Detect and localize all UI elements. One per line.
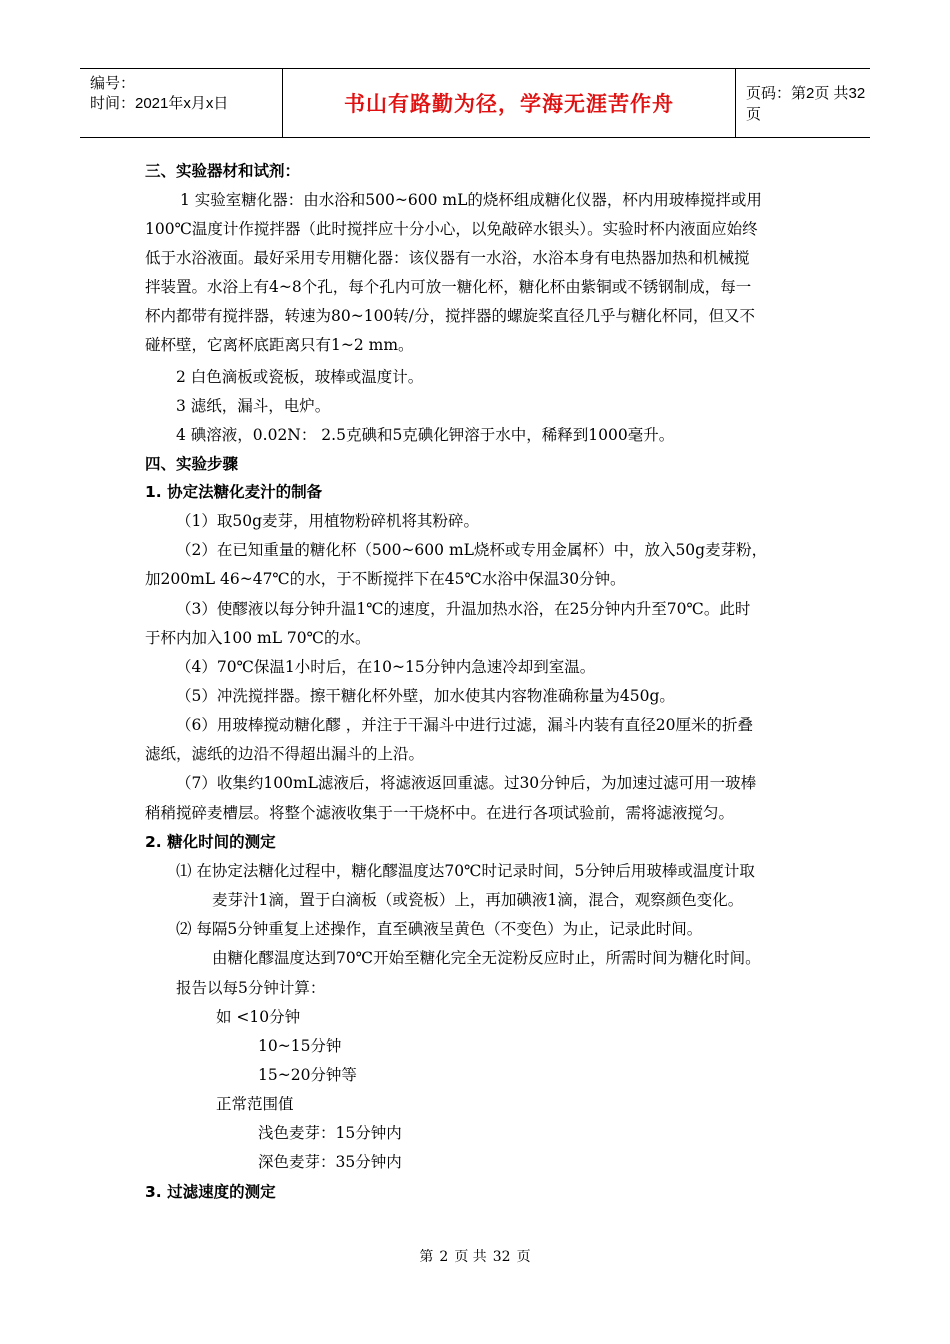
section-heading: 四、实验步骤 <box>145 455 239 473</box>
time-line: 时间：2021年x月x日 <box>90 95 229 112</box>
serial-label: 编号： <box>90 75 136 92</box>
paragraph-line: （3）使醪液以每分钟升温1℃的速度，升温加热水浴，在25分钟内升至70℃。此时 <box>176 600 751 618</box>
paragraph-line: 100℃温度计作搅拌器（此时搅拌应十分小心，以免敲碎水银头）。实验时杯内液面应始终 <box>145 220 758 238</box>
list-item: 浅色麦芽：15分钟内 <box>258 1124 402 1142</box>
paragraph-line: 杯内都带有搅拌器，转速为80~100转/分，搅拌器的螺旋桨直径几乎与糖化杯同，但又不 <box>145 307 756 325</box>
list-item: 深色麦芽：35分钟内 <box>258 1153 402 1171</box>
paragraph-line: 低于水浴液面。最好采用专用糖化器：该仪器有一水浴，水浴本身有电热器加热和机械搅 <box>145 249 750 267</box>
paragraph-line: 2 白色滴板或瓷板，玻棒或温度计。 <box>176 368 424 386</box>
paragraph-line: 麦芽汁1滴，置于白滴板（或瓷板）上，再加碘液1滴，混合，观察颜色变化。 <box>212 891 744 909</box>
list-item: 15~20分钟等 <box>258 1066 357 1084</box>
paragraph-line: 1 实验室糖化器：由水浴和500~600 mL的烧杯组成糖化仪器，杯内用玻棒搅拌或用 <box>180 191 762 209</box>
paragraph-line: （7）收集约100mL滤液后，将滤液返回重滤。过30分钟后，为加速过滤可用一玻棒 <box>176 774 757 792</box>
paragraph-line: （2）在已知重量的糖化杯（500~600 mL烧杯或专用金属杯）中，放入50g麦芽粉， <box>176 541 768 559</box>
paragraph-line: 4 碘溶液，0.02N： 2.5克碘和5克碘化钾溶于水中，稀释到1000毫升。 <box>176 426 675 444</box>
page-footer <box>0 1246 950 1266</box>
list-item: 10~15分钟 <box>258 1037 342 1055</box>
paragraph-line: 碰杯壁，它离杯底距离只有1~2 mm。 <box>145 336 414 354</box>
paragraph-line: 加200mL 46~47℃的水，于不断搅拌下在45℃水浴中保温30分钟。 <box>145 570 626 588</box>
header-meta <box>80 69 283 137</box>
footer-total-pages: 32 <box>492 1249 511 1265</box>
paragraph-line: 报告以每5分钟计算： <box>176 979 326 997</box>
paragraph-line: （6）用玻棒搅动糖化醪 ，并注于干漏斗中进行过滤，漏斗内装有直径20厘米的折叠 <box>176 716 754 734</box>
paragraph-line: 拌装置。水浴上有4~8个孔，每个孔内可放一糖化杯，糖化杯由紫铜或不锈钢制成，每一 <box>145 278 752 296</box>
section-heading: 三、实验器材和试剂： <box>145 162 301 180</box>
paragraph-line: （1）取50g麦芽，用植物粉碎机将其粉碎。 <box>176 512 480 530</box>
paragraph-line: 稍稍搅碎麦槽层。将整个滤液收集于一干烧杯中。在进行各项试验前，需将滤液搅匀。 <box>145 804 735 822</box>
subsection-heading: 2. 糖化时间的测定 <box>145 833 276 851</box>
header-page-number: 页码：第2页 共32页 <box>746 85 866 123</box>
footer-current-page: 2 <box>439 1249 449 1265</box>
subsection-heading: 1. 协定法糖化麦汁的制备 <box>145 483 323 501</box>
footer-mid: 页 共 <box>454 1249 487 1265</box>
paragraph-line: 3 滤纸，漏斗，电炉。 <box>176 397 331 415</box>
paragraph-line: 滤纸，滤纸的边沿不得超出漏斗的上沿。 <box>145 745 425 763</box>
paragraph-line: 于杯内加入100 mL 70℃的水。 <box>145 629 371 647</box>
header-motto: 书山有路勤为径，学海无涯苦作舟 <box>283 69 736 137</box>
paragraph-line: ⑴ 在协定法糖化过程中，糖化醪温度达70℃时记录时间，5分钟后用玻棒或温度计取 <box>176 862 755 880</box>
footer-prefix: 第 <box>419 1249 434 1265</box>
paragraph-line: ⑵ 每隔5分钟重复上述操作，直至碘液呈黄色（不变色）为止，记录此时间。 <box>176 920 703 938</box>
page-header <box>80 68 870 138</box>
paragraph-line: 正常范围值 <box>216 1095 294 1113</box>
list-item: 如 <10分钟 <box>216 1008 301 1026</box>
subsection-heading: 3. 过滤速度的测定 <box>145 1183 276 1201</box>
paragraph-line: （5）冲洗搅拌器。擦干糖化杯外壁，加水使其内容物准确称量为450g。 <box>176 687 675 705</box>
paragraph-line: （4）70℃保温1小时后，在10~15分钟内急速冷却到室温。 <box>176 658 596 676</box>
paragraph-line: 由糖化醪温度达到70℃开始至糖化完全无淀粉反应时止，所需时间为糖化时间。 <box>212 949 761 967</box>
footer-suffix: 页 <box>516 1249 531 1265</box>
